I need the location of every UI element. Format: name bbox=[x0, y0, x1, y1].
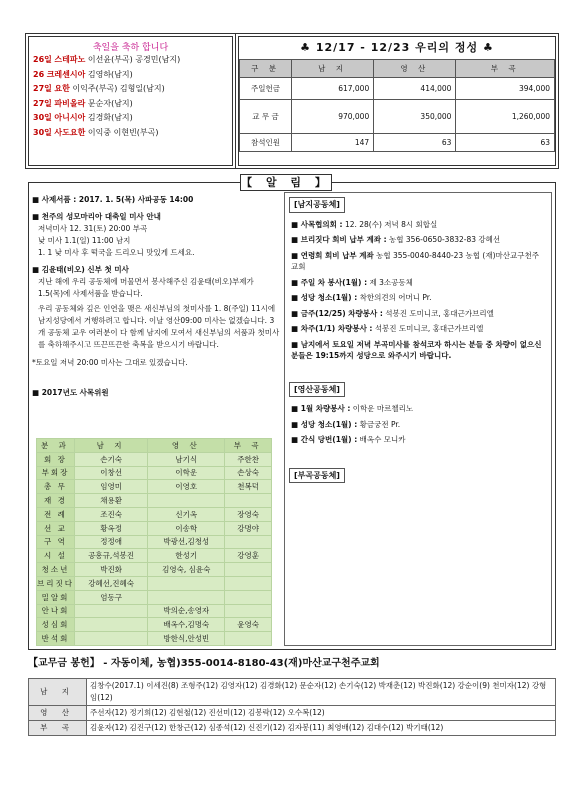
officers-row bbox=[37, 604, 272, 618]
officers-cell bbox=[74, 618, 147, 632]
officers-role: 청소년 bbox=[37, 563, 75, 577]
officers-role: 선 교 bbox=[37, 521, 75, 535]
offering-label: 주일헌금 bbox=[240, 78, 292, 100]
feast-date: 30일 bbox=[33, 113, 52, 122]
notice-item-value: 12. 28(수) 저녁 8시 회합실 bbox=[344, 219, 438, 229]
offering-label: 교 무 금 bbox=[240, 100, 292, 134]
officers-cell: 채용환 bbox=[74, 494, 147, 508]
notice-item-key: ■ 1월 차량봉사 : bbox=[291, 404, 351, 413]
contribution-label: 남 지 bbox=[29, 679, 87, 706]
officers-cell: 조진숙 bbox=[74, 507, 147, 521]
offering-value: 970,000 bbox=[292, 100, 374, 134]
notice-item-key: ■ 연령회 회비 납부 계좌 bbox=[291, 250, 374, 260]
notice-item-key: ■ 간식 당번(1월) : bbox=[291, 435, 358, 444]
notice-item-value: 황금궁전 Pr. bbox=[359, 419, 401, 429]
officers-role: 회 장 bbox=[37, 452, 75, 466]
offering-value: 414,000 bbox=[374, 78, 456, 100]
feast-names: 이익주(부곡) 김형일(남지) bbox=[72, 84, 165, 93]
offering-value: 350,000 bbox=[374, 100, 456, 134]
notices-left-column bbox=[32, 192, 280, 399]
bank-account-line: 【교무금 봉헌】 - 자동이체, 농협)355-0014-8180-43(재)마산교구천주교회 bbox=[28, 658, 380, 669]
contribution-label: 부 곡 bbox=[29, 721, 87, 736]
notice-item-value: 배옥수 모니카 bbox=[359, 435, 406, 444]
notice-paragraph: 우리 공동체와 깊은 인연을 맺은 새신부님의 첫미사를 1. 8(주일) 11시에 남지성당에서 거행하려고 합니다. 이날 영산09:00 미사는 없겠습니다. 3개 공동체 교우 여러분이 다 함께 남지에 모여서 새신부님의 서품과 첫미사를 축하해주시고 뜨끈뜨끈한 축복을 받으시기 바랍니다. bbox=[38, 304, 280, 349]
contribution-names: 김창수(2017.1) 이세진(8) 조형주(12) 김영자(12) 김경화(12) 문순자(12) 손기숙(12) 박재춘(12) 박진화(12) 강순이(9) 천미자(12) 강형임(12) bbox=[87, 679, 556, 706]
officers-row bbox=[37, 466, 272, 480]
feast-names: 김영하(남지) bbox=[87, 69, 133, 79]
officers-cell: 남기식 bbox=[148, 452, 225, 466]
offering-box bbox=[238, 36, 556, 166]
notice-item-key: ■ 사목협의회 : bbox=[291, 219, 343, 229]
officers-cell: 강명야 bbox=[225, 521, 272, 535]
feast-date: 27일 bbox=[33, 98, 52, 108]
feast-saint: 스테파노 bbox=[54, 55, 86, 64]
offering-label: 참석인원 bbox=[240, 134, 292, 152]
feast-date: 27일 bbox=[33, 84, 52, 93]
officers-role: 전 례 bbox=[37, 507, 75, 521]
offering-col: 남 지 bbox=[292, 60, 374, 78]
officers-cell bbox=[74, 604, 147, 618]
notice-item bbox=[285, 248, 551, 275]
officers-col: 남 지 bbox=[74, 439, 147, 453]
notice-first-mass-heading: ■ 김윤태(비오) 신부 첫 미사 bbox=[32, 265, 129, 274]
officers-heading: ■ 2017년도 사목위원 bbox=[32, 388, 109, 397]
officers-cell bbox=[225, 563, 272, 577]
yeongsan-notices bbox=[285, 401, 551, 448]
officers-cell bbox=[225, 590, 272, 604]
notice-mass-line: 1. 1 낮 미사 후 떡국을 드리오니 맛있게 드세요. bbox=[38, 248, 195, 257]
notice-item-value: 석봉진 도미니코, 홍대근가브리엘 bbox=[385, 308, 494, 318]
offering-value: 617,000 bbox=[292, 78, 374, 100]
officers-row bbox=[37, 452, 272, 466]
contribution-label: 영 산 bbox=[29, 706, 87, 721]
feast-names: 이선윤(부곡) 공경민(남지) bbox=[87, 55, 181, 64]
officers-role: 시 설 bbox=[37, 549, 75, 563]
officers-cell: 한성기 bbox=[148, 549, 225, 563]
officers-role: 안나회 bbox=[37, 604, 75, 618]
officers-cell: 윤영숙 bbox=[225, 618, 272, 632]
officers-role: 밀알회 bbox=[37, 590, 75, 604]
officers-cell bbox=[74, 632, 147, 646]
feast-row bbox=[29, 97, 232, 112]
notice-item bbox=[285, 275, 551, 291]
notice-item bbox=[285, 232, 551, 248]
feast-day-box bbox=[28, 36, 233, 166]
officers-row bbox=[37, 535, 272, 549]
offering-value: 63 bbox=[374, 134, 456, 152]
feast-saint: 크레센시아 bbox=[46, 69, 86, 79]
officers-row bbox=[37, 480, 272, 494]
feast-row bbox=[29, 126, 232, 141]
feast-saint: 요한 bbox=[54, 84, 70, 93]
feast-names: 문순자(남지) bbox=[87, 98, 133, 108]
feast-row bbox=[29, 68, 232, 83]
officers-role: 구 역 bbox=[37, 535, 75, 549]
namji-notices bbox=[285, 217, 551, 364]
officers-cell: 주한찬 bbox=[225, 452, 272, 466]
feast-row bbox=[29, 111, 232, 126]
notice-item bbox=[285, 306, 551, 322]
officers-cell: 박광선,김청성 bbox=[148, 535, 225, 549]
notice-item-key: ■ 성당 청소(1월) : bbox=[291, 419, 358, 429]
offering-row bbox=[240, 134, 555, 152]
officers-role: 반석회 bbox=[37, 632, 75, 646]
offering-value: 63 bbox=[456, 134, 555, 152]
officers-row bbox=[37, 618, 272, 632]
notice-item-key: ■ 차주(1/1) 차량봉사 : bbox=[291, 324, 373, 333]
feast-date: 26일 bbox=[33, 55, 52, 64]
notice-item-value: 농협 356-0650-3832-83 강혜선 bbox=[388, 235, 501, 244]
feast-names: 김경화(남지) bbox=[87, 113, 133, 122]
notice-item-key: ■ 성당 청소(1월) : bbox=[291, 293, 358, 302]
notice-mass-line: 낮 미사 1.1(일) 11:00 남지 bbox=[38, 236, 131, 245]
officers-cell: 강혜선,진혜숙 bbox=[74, 576, 147, 590]
offering-table bbox=[239, 59, 555, 152]
officers-cell: 엄동구 bbox=[74, 590, 147, 604]
officers-cell: 김영숙, 심윤숙 bbox=[148, 563, 225, 577]
officers-table bbox=[36, 438, 272, 646]
officers-cell: 정정애 bbox=[74, 535, 147, 549]
feast-date: 26 bbox=[33, 69, 45, 79]
officers-cell: 박진화 bbox=[74, 563, 147, 577]
officers-cell: 이학운 bbox=[148, 466, 225, 480]
officers-cell: 공흥규,석봉진 bbox=[74, 549, 147, 563]
offering-header-row bbox=[240, 60, 555, 78]
bugok-section-title: [부곡공동체] bbox=[289, 468, 345, 484]
officers-role: 총 무 bbox=[37, 480, 75, 494]
officers-cell: 방한식,안성빈 bbox=[148, 632, 225, 646]
notice-item-key: ■ 브리짓다 회비 납부 계좌 : bbox=[291, 235, 387, 244]
officers-role: 부회장 bbox=[37, 466, 75, 480]
offering-col: 구 분 bbox=[240, 60, 292, 78]
officers-col: 부 곡 bbox=[225, 439, 272, 453]
officers-cell: 임영미 bbox=[74, 480, 147, 494]
officers-row bbox=[37, 632, 272, 646]
feast-saint: 아니시아 bbox=[54, 113, 86, 122]
offering-value: 394,000 bbox=[456, 78, 555, 100]
notice-item-key: ■ 금주(12/25) 차량봉사 : bbox=[291, 308, 383, 318]
officers-row bbox=[37, 590, 272, 604]
officers-cell bbox=[148, 590, 225, 604]
feast-saint: 사도요한 bbox=[54, 127, 86, 137]
contribution-row bbox=[29, 706, 556, 721]
notice-item bbox=[285, 417, 551, 433]
notice-item bbox=[285, 217, 551, 233]
officers-row bbox=[37, 576, 272, 590]
officers-cell: 이창선 bbox=[74, 466, 147, 480]
officers-cell bbox=[225, 604, 272, 618]
officers-cell: 강영훈 bbox=[225, 549, 272, 563]
contribution-row bbox=[29, 721, 556, 736]
notice-item-value: 착한의견의 어머니 Pr. bbox=[359, 293, 432, 302]
notice-item-key: ■ 남지에서 토요일 저녁 부곡미사를 참석코자 하시는 분들 중 차량이 없으신 분들은 19:15까지 성당으로 와주시기 바랍니다. bbox=[291, 339, 542, 360]
officers-row bbox=[37, 521, 272, 535]
namji-section-title: [남지공동체] bbox=[289, 197, 345, 213]
feast-row bbox=[29, 82, 232, 97]
notice-ordination: ■ 사제서품 : 2017. 1. 5(목) 사파공동 14:00 bbox=[32, 195, 194, 204]
offering-value: 147 bbox=[292, 134, 374, 152]
officers-cell: 배옥수,김명숙 bbox=[148, 618, 225, 632]
officers-cell: 천복덕 bbox=[225, 480, 272, 494]
notice-paragraph: 지난 해에 우리 공동체에 머물면서 봉사해주신 김윤태(비오)부제가 1.5(목)에 사제서품을 받습니다. bbox=[38, 277, 254, 298]
notice-item-value: 이학운 마르첼리노 bbox=[352, 404, 414, 413]
officers-col: 영 산 bbox=[148, 439, 225, 453]
yeongsan-section-title: [영산공동체] bbox=[289, 382, 345, 398]
offering-col: 영 산 bbox=[374, 60, 456, 78]
feast-title: 축일을 축하 합니다 bbox=[92, 43, 169, 53]
feast-names: 이익중 이현빈(부곡) bbox=[87, 127, 159, 137]
officers-cell: 이송학 bbox=[148, 521, 225, 535]
notice-item bbox=[285, 432, 551, 448]
officers-cell: 박의순,송영자 bbox=[148, 604, 225, 618]
officers-row bbox=[37, 507, 272, 521]
officers-cell bbox=[225, 632, 272, 646]
officers-cell: 이영호 bbox=[148, 480, 225, 494]
offering-row bbox=[240, 78, 555, 100]
officers-role: 재 경 bbox=[37, 494, 75, 508]
officers-cell: 신기옥 bbox=[148, 507, 225, 521]
officers-cell bbox=[148, 576, 225, 590]
notice-note: *토요일 저녁 20:00 미사는 그대로 있겠습니다. bbox=[32, 358, 188, 367]
officers-cell bbox=[148, 494, 225, 508]
offering-row bbox=[240, 100, 555, 134]
officers-cell: 손기숙 bbox=[74, 452, 147, 466]
contribution-row bbox=[29, 679, 556, 706]
notice-item-value: 제 3소공동체 bbox=[369, 277, 413, 287]
officers-row bbox=[37, 494, 272, 508]
notice-item bbox=[285, 321, 551, 337]
officers-role: 브리짓다 bbox=[37, 576, 75, 590]
officers-cell: 장영숙 bbox=[225, 507, 272, 521]
notice-item-key: ■ 주일 차 봉사(1월) : bbox=[291, 277, 368, 287]
notice-item-value: 석봉진 도미니코, 홍대근가브리엘 bbox=[374, 324, 484, 333]
notice-mass-heading: ■ 천주의 성모마리아 대축일 미사 안내 bbox=[32, 212, 161, 221]
officers-col: 분 과 bbox=[37, 439, 75, 453]
officers-cell: 손상숙 bbox=[225, 466, 272, 480]
feast-list bbox=[29, 53, 232, 140]
notice-item-value: 농협 355-0040-8440-23 농협 (재)마산교구천주교회 bbox=[291, 250, 539, 271]
contribution-names: 김윤자(12) 김진구(12) 한창근(12) 심종석(12) 신진기(12) 김자봉(11) 최영배(12) 김대수(12) 박기태(12) bbox=[87, 721, 556, 736]
offering-header: ♣ 12/17 - 12/23 우리의 정성 ♣ bbox=[300, 41, 494, 54]
officers-cell bbox=[225, 494, 272, 508]
feast-date: 30일 bbox=[33, 127, 52, 137]
officers-cell bbox=[225, 535, 272, 549]
feast-row bbox=[29, 53, 232, 68]
notice-item bbox=[285, 290, 551, 306]
notice-mass-line: 저녁미사 12. 31(토) 20:00 부곡 bbox=[38, 224, 148, 233]
notices-right-column bbox=[284, 192, 552, 646]
notices-title: 【 알 림 】 bbox=[241, 176, 331, 189]
offering-col: 부 곡 bbox=[456, 60, 555, 78]
officers-cell bbox=[225, 576, 272, 590]
offering-value: 1,260,000 bbox=[456, 100, 555, 134]
contribution-names: 주선자(12) 정기희(12) 김현철(12) 진선미(12) 김봉락(12) 오수복(12) bbox=[87, 706, 556, 721]
officers-row bbox=[37, 549, 272, 563]
feast-saint: 파비올라 bbox=[54, 98, 86, 108]
officers-role: 성심회 bbox=[37, 618, 75, 632]
officers-header-row bbox=[37, 439, 272, 453]
notice-item bbox=[285, 337, 551, 364]
officers-row bbox=[37, 563, 272, 577]
notice-item bbox=[285, 401, 551, 417]
contribution-table bbox=[28, 678, 556, 736]
officers-cell: 황옥정 bbox=[74, 521, 147, 535]
